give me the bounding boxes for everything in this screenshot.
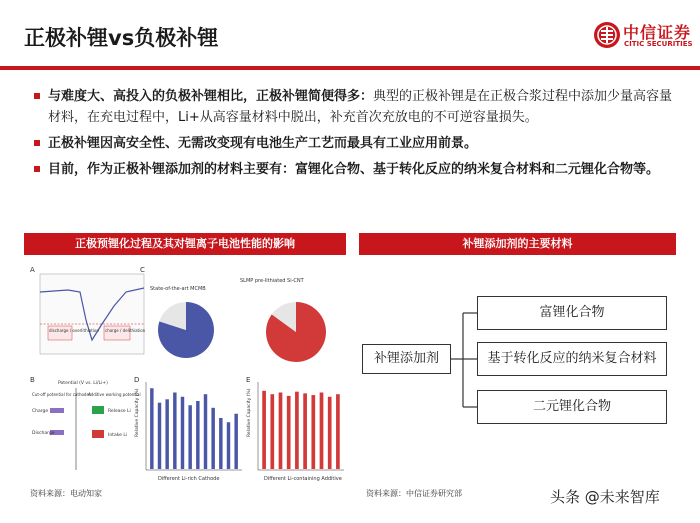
bullet-bold: 正极补锂因高安全性、无需改变现有电池生产工艺而最具有工业应用前景。 [48,136,478,151]
citic-logo-icon [593,21,621,49]
left-panel-heading: 正极预锂化过程及其对锂离子电池性能的影响 [24,233,346,255]
chart-e-bars [262,391,339,469]
right-panel-heading: 补锂添加剂的主要材料 [359,233,676,255]
tree-branch-3: 二元锂化合物 [477,390,667,424]
bar [219,418,222,469]
bullet-bold: 与难度大、高投入的负极补锂相比，正极补锂简便得多： [48,89,374,104]
panel-b-charge-bar [50,408,64,413]
header-rule [0,66,700,70]
bullet-list [34,86,674,185]
bar [262,391,266,469]
fig-label-a: A [30,266,35,274]
pie-chart-2 [266,302,326,362]
right-source: 资料来源：中信证券研究部 [366,489,462,498]
fig-label-c: C [140,266,145,274]
bullet-bold: 目前，作为正极补锂添加剂的材料主要有：富锂化合物、基于转化反应的纳米复合材料和二元锂化合物等。 [48,162,660,177]
pie-chart-1 [158,302,214,358]
prelithiation-figure [28,262,348,484]
bar [188,405,191,469]
fig-label-b: B [30,376,35,384]
bar [311,395,315,469]
panel-b-intake: Intake Li [108,433,128,438]
fig-label-e: E [246,376,251,384]
bullet-text: 典型的正极补锂是在正极合浆过程中添加少量高容量材料，在充电过程中，Li+从高容量材料中脱出，补充首次充放电的不可逆容量损失。 [48,89,673,125]
tree-root-box: 补锂添加剂 [362,344,451,374]
pie2-title: SLMP pre-lithiated Si-CNT [240,278,304,284]
bar [234,414,237,469]
bar [303,393,307,469]
bar [227,422,230,469]
chart-d-ylabel: Relative Capacity (%) [135,388,140,437]
panel-a-charge: charge / delithiation [105,328,146,333]
panel-b-release-bar [92,406,104,414]
pie1-title: State-of-the-art MCMB [150,286,206,292]
panel-b-discharge: Discharge [32,431,55,436]
logo-text-cn: 中信证券 [623,23,692,42]
bar [279,393,283,470]
bar [165,399,168,469]
page-title: 正极补锂vs负极补锂 [24,26,219,50]
bar [158,403,161,469]
bullet-item [34,159,674,180]
bar [204,394,207,469]
bar [295,392,299,469]
bar [320,393,324,470]
chart-e-xlabel: Different Li-containing Additive [264,476,342,482]
tree-branch-2: 基于转化反应的纳米复合材料 [477,342,667,376]
panel-b-release: Release Li [108,409,131,414]
panel-a-frame [40,274,144,354]
bar [287,396,291,469]
bar [181,397,184,469]
fig-label-d: D [134,376,140,384]
panel-b-additive: Additive working potential [88,392,141,397]
panel-b-charge: Charge [32,409,49,414]
logo-text-en: CITIC SECURITIES [624,40,693,48]
panel-b-intake-bar [92,430,104,438]
panel-b-cutoff: Cut-off potential for cathodes [32,392,92,397]
bar [150,388,153,469]
chart-e-ylabel: Relative Capacity (%) [247,388,252,437]
chart-d-xlabel: Different Li-rich Cathode [158,476,220,482]
bar [211,408,214,469]
chart-d-bars [150,388,238,469]
bar [196,401,199,469]
citic-logo [593,20,693,50]
watermark: 头条 @未来智库 [550,488,660,506]
bullet-item [34,133,674,154]
left-source: 资料来源：电动知家 [30,489,102,498]
bar [173,393,176,470]
tree-branch-1: 富锂化合物 [477,296,667,330]
bar [270,394,274,469]
bar [328,397,332,469]
panel-a-discharge: discharge / overlithiation [49,328,99,333]
bar [336,394,340,469]
bullet-item [34,86,674,128]
panel-b-title: Potential (V vs. Li/Li+) [58,381,108,386]
